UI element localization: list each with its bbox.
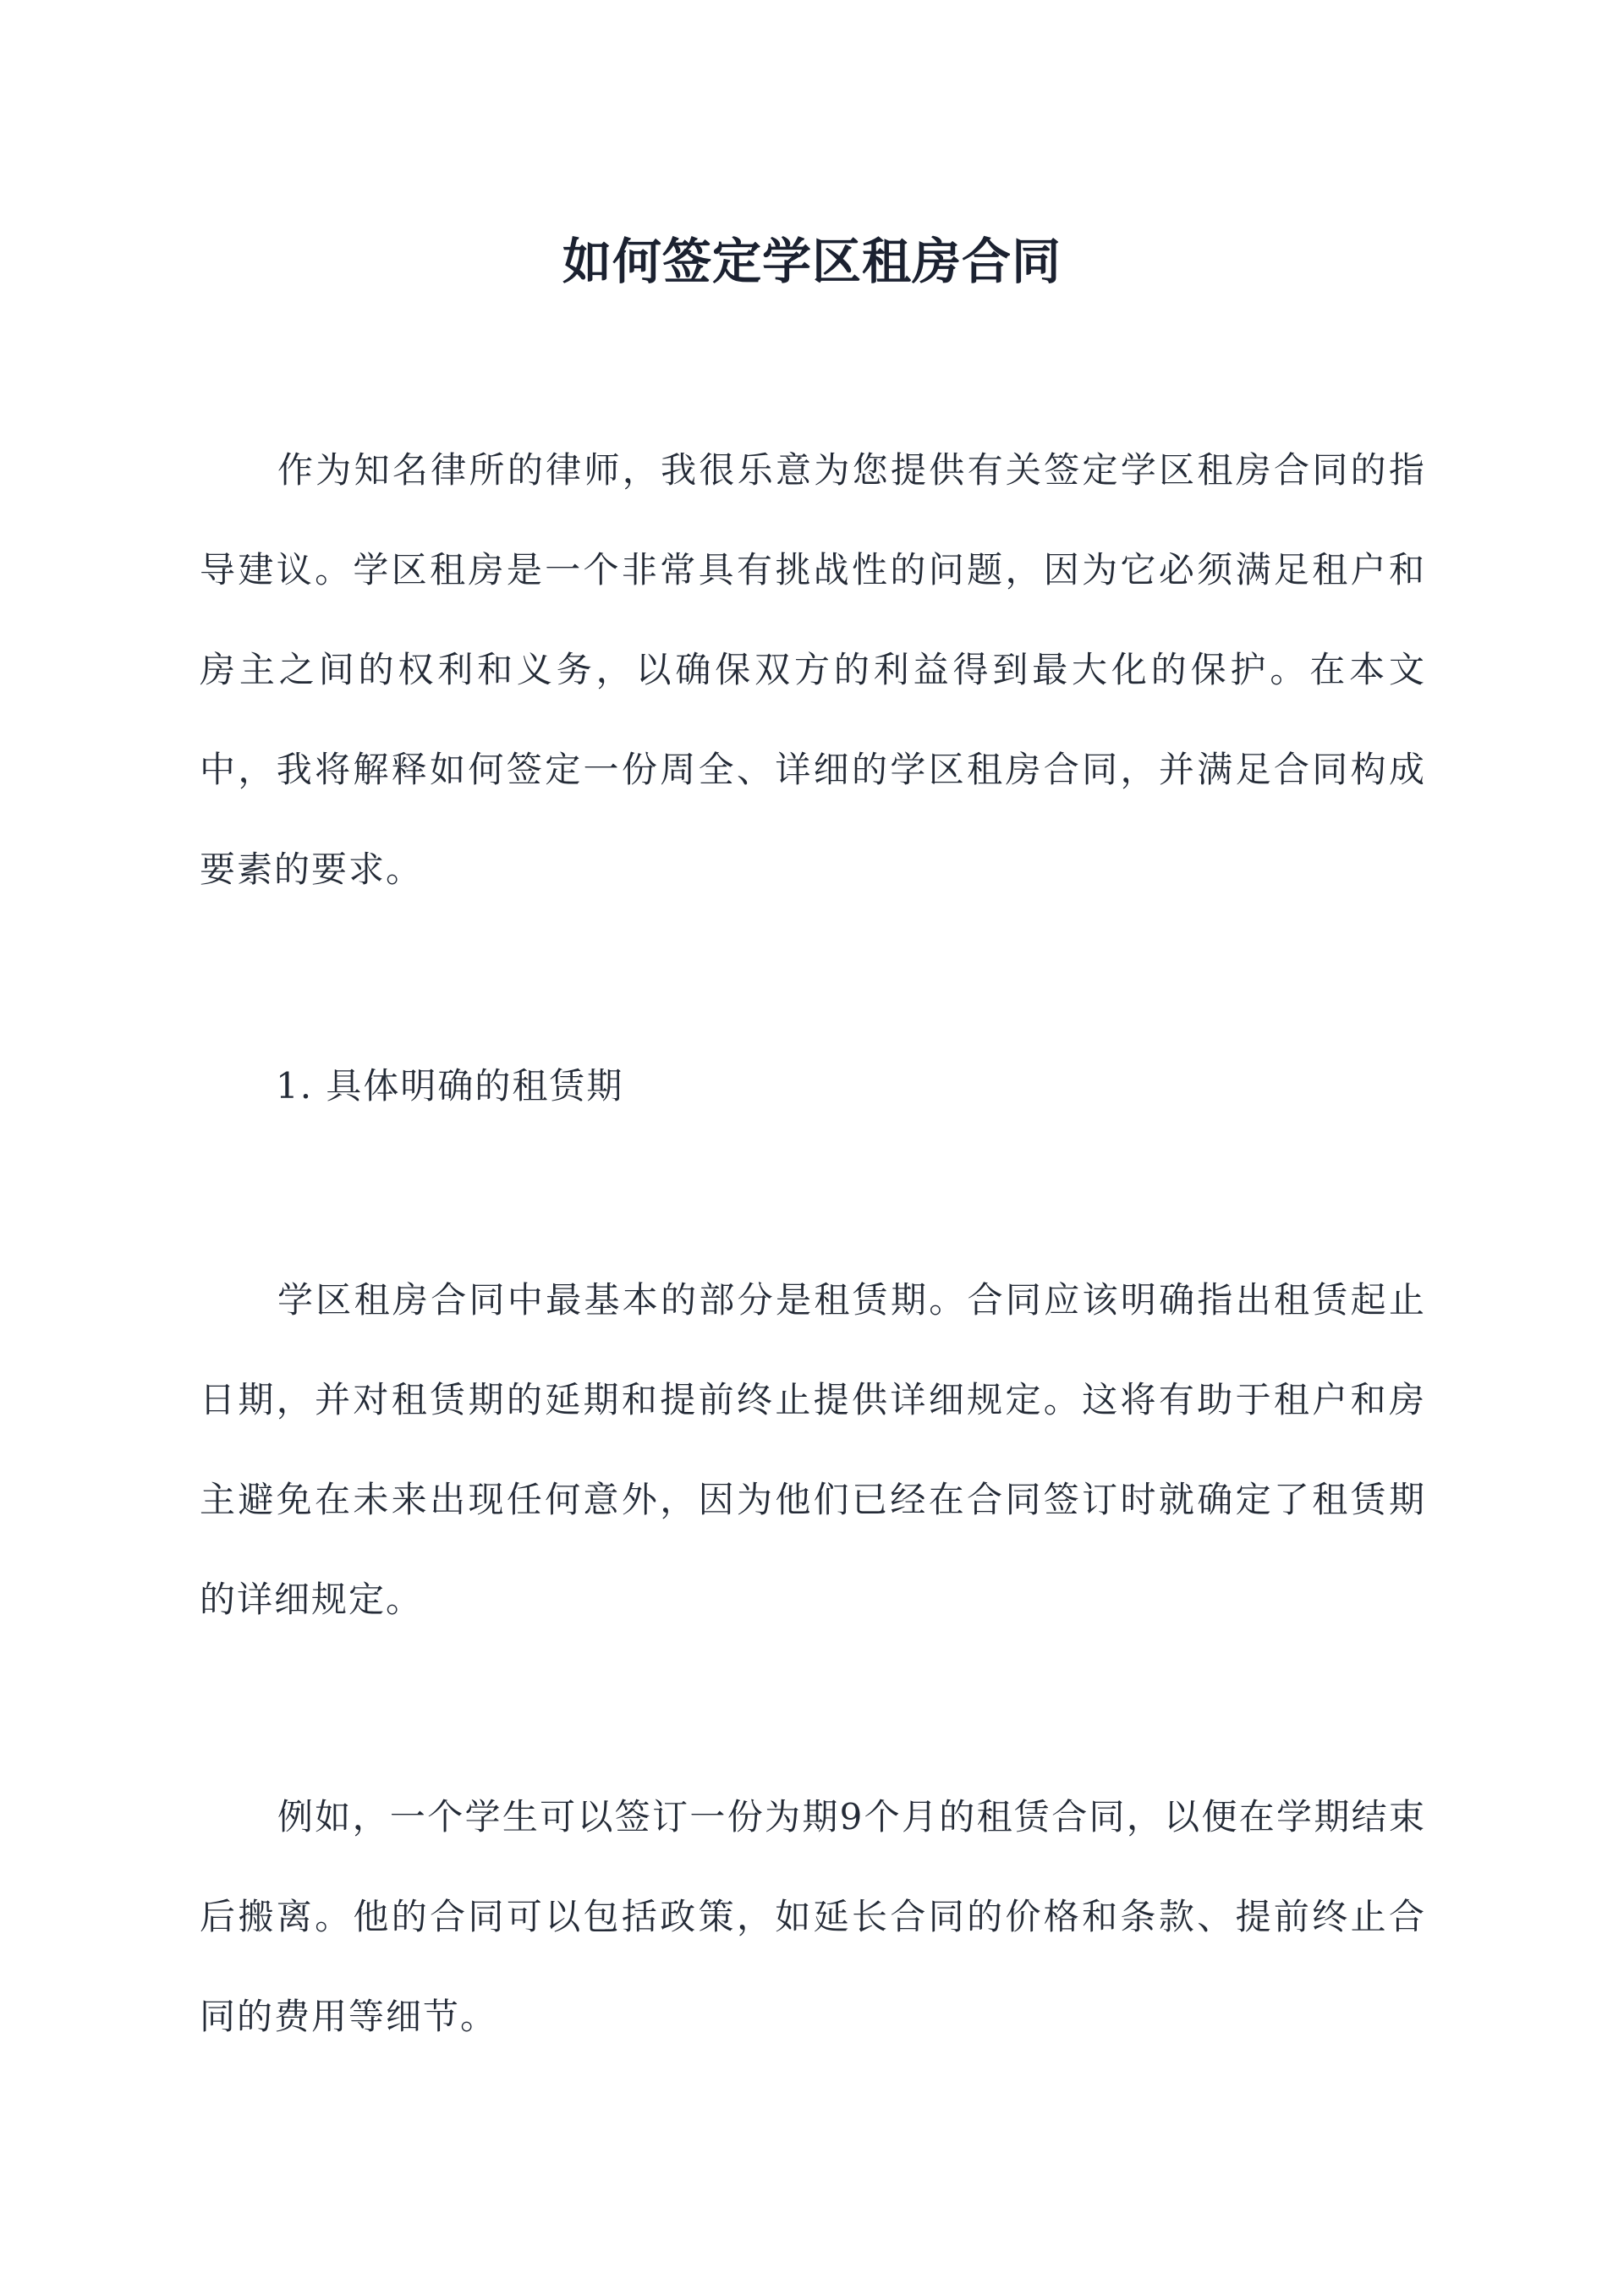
section-heading: 1. 具体明确的租赁期: [276, 1065, 624, 1107]
example-paragraph: 例如，一个学生可以签订一份为期9个月的租赁合同，以便在学期结束后搬离。他的合同可以包括政策，如延长合同的价格和条款、提前终止合同的费用等细节。: [200, 1796, 1426, 2037]
document-title: 如何签定学区租房合同: [562, 232, 1062, 290]
intro-paragraph: 作为知名律所的律师，我很乐意为您提供有关签定学区租房合同的指导建议。学区租房是一个非常具有挑战性的问题，因为它必须满足租户和房主之间的权利和义务，以确保双方的利益得到最大化的保护。在本文中，我将解释如何签定一份周全、详细的学区租房合同，并满足合同构成要素的要求。: [200, 449, 1426, 890]
lease-term-paragraph: 学区租房合同中最基本的部分是租赁期。合同应该明确指出租赁起止日期，并对租赁期的延期和提前终止提供详细规定。这将有助于租户和房主避免在未来出现任何意外，因为他们已经在合同签订时就确定了租赁期的详细规定。: [200, 1279, 1426, 1620]
